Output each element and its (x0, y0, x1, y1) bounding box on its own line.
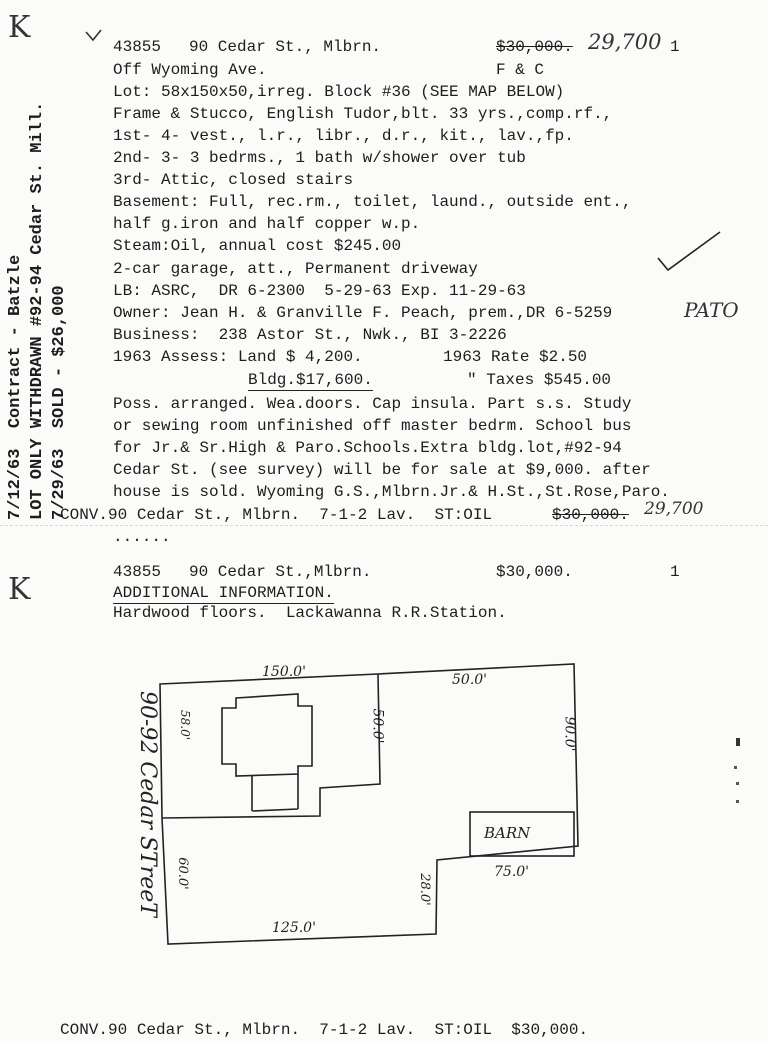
lot-outline (160, 664, 578, 944)
detail-line: LB: ASRC, DR 6-2300 5-29-63 Exp. 11-29-63 (113, 282, 526, 300)
plot-plan-sketch (0, 526, 768, 1041)
remark-line: Cedar St. (see survey) will be for sale at $9,000. after (113, 461, 651, 479)
barn-label: BARN (484, 824, 531, 842)
detail-line: Steam:Oil, annual cost $245.00 (113, 237, 402, 255)
dim-top-left: 150.0' (262, 664, 306, 680)
listing-number: 43855 (113, 38, 162, 56)
separator-dots: ...... (113, 528, 171, 546)
detail-line: Basement: Full, rec.rm., toilet, laund., outside ent., (113, 193, 632, 211)
footer-price-handwritten: 29,700 (644, 499, 704, 519)
listing-number: 43855 (113, 563, 162, 581)
taxes: " Taxes $545.00 (467, 371, 612, 389)
sidebar-sold-note: 7/29/63 SOLD - $26,000 (50, 285, 69, 520)
remark-line: or sewing room unfinished off master bedrm. School bus (113, 417, 632, 435)
dim-bottom: 125.0' (272, 920, 316, 936)
corner-letter: K (8, 10, 31, 45)
cross-street: Off Wyoming Ave. (113, 61, 267, 79)
dim-bottom-step: 75.0' (494, 864, 530, 880)
remark-line: house is sold. Wyoming G.S.,Mlbrn.Jr.& H.St.,St.Rose,Paro. (113, 483, 670, 501)
footer-line: CONV.90 Cedar St., Mlbrn. 7-1-2 Lav. ST:OIL (60, 506, 493, 524)
footer-price-struck: $30,000. (552, 506, 629, 524)
check-mark-icon (84, 28, 104, 44)
listing-card-additional (0, 526, 768, 1041)
detail-line: Owner: Jean H. & Granville F. Peach, prem.,DR 6-5259 (113, 304, 613, 322)
listing-price-handwritten: 29,700 (588, 30, 662, 54)
dim-notch: 28.0' (416, 873, 432, 906)
margin-mark (736, 738, 740, 746)
detail-line: 2nd- 3- 3 bedrms., 1 bath w/shower over tub (113, 149, 526, 167)
house-porch (252, 774, 298, 811)
sidebar-withdrawn-note: LOT ONLY WITHDRAWN #92-94 Cedar St. Mill. (28, 101, 47, 520)
tax-rate: 1963 Rate $2.50 (443, 348, 588, 366)
margin-mark (736, 782, 739, 785)
dim-top-right: 50.0' (452, 672, 488, 688)
listing-address: 90 Cedar St., Mlbrn. (189, 38, 382, 56)
remark-line: for Jr.& Sr.High & Paro.Schools.Extra bldg.lot,#92-94 (113, 439, 622, 457)
assess-building: Bldg.$17,600. (248, 371, 373, 389)
dim-left-upper: 58.0' (178, 709, 193, 741)
dim-middle: 50.0' (369, 708, 386, 744)
handwritten-check-icon (656, 228, 722, 274)
additional-info-text: Hardwood floors. Lackawanna R.R.Station. (113, 604, 507, 622)
dim-right: 90.0' (561, 716, 578, 752)
street-label: 90-92 Cedar STreeT (135, 691, 160, 917)
detail-line: 3rd- Attic, closed stairs (113, 171, 354, 189)
house-footprint (222, 694, 312, 776)
sidebar-contract-note: 7/12/63 Contract - Batzle (6, 254, 25, 520)
margin-mark (736, 800, 739, 803)
detail-line: 1st- 4- vest., l.r., libr., d.r., kit., lav.,fp. (113, 127, 574, 145)
remark-line: Poss. arranged. Wea.doors. Cap insula. Part s.s. Study (113, 395, 632, 413)
assess-land: 1963 Assess: Land $ 4,200. (113, 348, 363, 366)
handwritten-note: PATO (684, 298, 739, 322)
detail-line: 2-car garage, att., Permanent driveway (113, 260, 478, 278)
additional-info-heading: ADDITIONAL INFORMATION. (113, 584, 334, 602)
footer-line: CONV.90 Cedar St., Mlbrn. 7-1-2 Lav. ST:OIL $30,000. (60, 1021, 589, 1039)
detail-line: Business: 238 Astor St., Nwk., BI 3-2226 (113, 326, 507, 344)
margin-mark (734, 766, 737, 769)
detail-line: Lot: 58x150x50,irreg. Block #36 (SEE MAP BELOW) (113, 83, 565, 101)
corner-letter: K (8, 572, 31, 607)
listing-price-struck: $30,000. (496, 38, 573, 56)
detail-line: half g.iron and half copper w.p. (113, 215, 421, 233)
dim-left-lower: 60.0' (174, 857, 190, 890)
listing-count: 1 (670, 38, 680, 56)
listing-address: 90 Cedar St.,Mlbrn. (189, 563, 372, 581)
detail-line: Frame & Stucco, English Tudor,blt. 33 yrs.,comp.rf., (113, 105, 613, 123)
listing-count: 1 (670, 563, 680, 581)
fc-code: F & C (496, 61, 545, 79)
listing-price: $30,000. (496, 563, 573, 581)
